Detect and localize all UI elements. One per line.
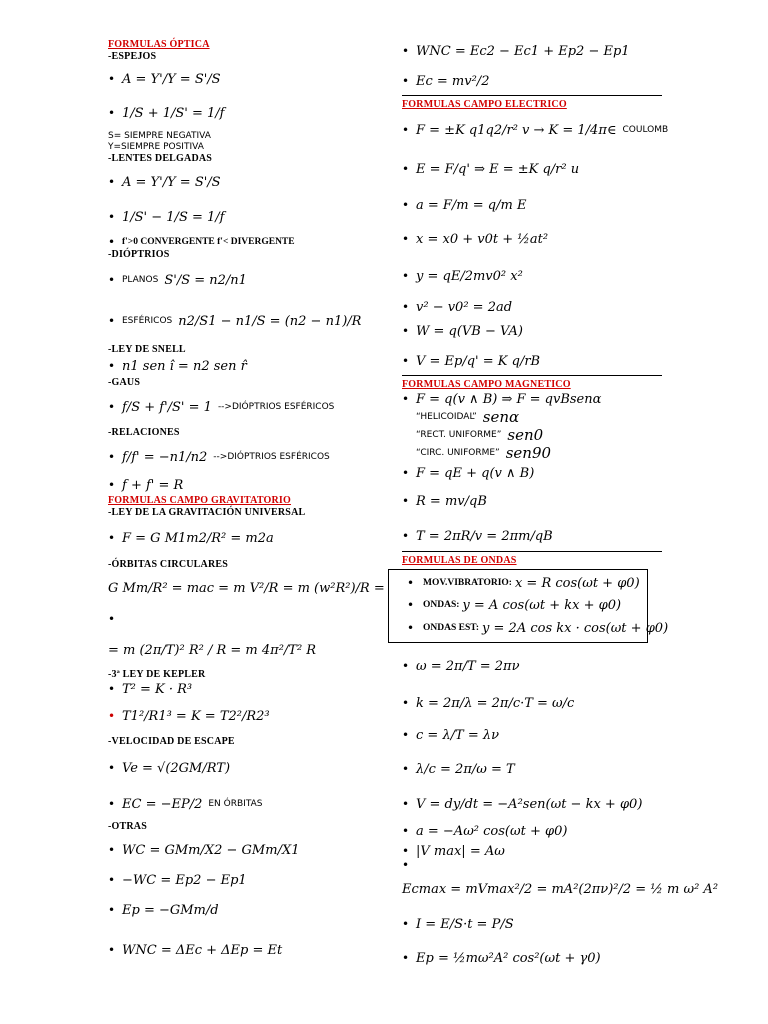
formula-text: = m (2π/T)² R² / R = m 4π²/T² R (108, 642, 317, 658)
heading-text: FORMULAS CAMPO GRAVITATORIO (108, 494, 292, 506)
bullet-icon: • (108, 943, 116, 957)
formula-text: sen90 (505, 444, 552, 462)
heading-text: FORMULAS CAMPO MAGNETICO (402, 378, 571, 390)
heading-text: -DIÓPTRIOS (108, 249, 170, 260)
bullet-icon: • (108, 761, 116, 775)
heading-text: -OTRAS (108, 820, 147, 832)
formula-line (402, 843, 660, 859)
formula-text: x = R cos(ωt + φ0) (514, 575, 640, 591)
oscillation-box (388, 569, 669, 643)
formula-line (402, 685, 660, 721)
section-heading (108, 376, 364, 388)
formula-line (108, 62, 364, 96)
formula-prefix: ONDAS EST: (423, 623, 480, 633)
section-heading (108, 249, 364, 260)
section-heading (108, 494, 364, 506)
bullet-icon: • (108, 797, 116, 811)
bullet-icon: • (402, 354, 410, 368)
formula-text: n1 sen î = n2 sen r̂ (122, 358, 247, 374)
formula-line (108, 438, 364, 476)
heading-text: -LEY DE SNELL (108, 343, 186, 355)
bullet-icon: • (402, 232, 410, 246)
formula-text: I = E/S·t = P/S (416, 916, 514, 932)
bullet-icon: • (402, 162, 410, 176)
bullet-icon: • (108, 273, 116, 287)
formula-text: F = G M1m2/R² = m2a (122, 530, 274, 546)
formula-line (402, 789, 660, 819)
formula-text: T1²/R1³ = K = T2²/R2³ (122, 708, 270, 724)
formula-line (402, 907, 660, 941)
formula-text: y = A cos(ωt + kx + φ0) (462, 597, 622, 613)
formula-text: F = q(v ∧ B) ⇒ F = qvBsenα (416, 391, 602, 407)
bullet-icon: • (402, 269, 410, 283)
formula-line (108, 748, 364, 788)
formula-line (402, 408, 660, 426)
divider (402, 95, 662, 96)
note-text: Y=SIEMPRE POSITIVA (108, 141, 204, 152)
formula-text: f/S + f'/S' = 1 (122, 399, 212, 415)
bullet-icon: • (108, 531, 116, 545)
bullet-icon: • (402, 494, 410, 508)
formula-text: W = q(VB − VA) (416, 323, 523, 339)
formula-text: x = x0 + v0t + ½at² (416, 231, 549, 247)
bullet-icon: • (108, 359, 116, 373)
bullet-icon: • (402, 44, 410, 58)
heading-text: -GAUS (108, 376, 141, 388)
formula-text: S'/S = n2/n1 (164, 272, 247, 288)
bullet-icon: • (407, 576, 415, 590)
bullet-icon: • (108, 478, 116, 492)
formula-text: −WC = Ep2 − Ep1 (122, 872, 247, 888)
formula-label: “HELICOIDAL” (416, 412, 477, 422)
formula-note: COULOMB (622, 125, 669, 135)
formula-line (108, 832, 364, 868)
section-heading (108, 558, 364, 570)
bullet-icon: • (402, 844, 410, 858)
formula-text: Ep = −GMm/d (122, 902, 219, 918)
bullet-icon: • (402, 917, 410, 931)
formula-text: Ep = ½mω²A² cos²(ωt + γ0) (416, 950, 601, 966)
bullet-icon: • (402, 529, 410, 543)
formula-note: -->DIÓPTRIOS ESFÉRICOS (217, 402, 335, 412)
note-text: f'>0 CONVERGENTE f'< DIVERGENTE (122, 237, 295, 247)
section-heading (108, 50, 364, 62)
bullet-icon: • (108, 314, 116, 328)
bullet-icon: • (402, 696, 410, 710)
bullet-icon: • (402, 123, 410, 137)
formula-line (402, 721, 660, 749)
formula-line (402, 484, 660, 518)
formula-text: y = 2A cos kx · cos(ωt + φ0) (482, 620, 669, 636)
formula-line (402, 64, 660, 98)
formula-line (108, 141, 364, 152)
formula-text: WNC = Ec2 − Ec1 + Ep2 − Ep1 (416, 43, 630, 59)
bullet-icon: • (108, 210, 116, 224)
bullet-icon: • (402, 728, 410, 742)
formula-text: WC = GMm/X2 − GMm/X1 (122, 842, 300, 858)
section-heading (108, 506, 364, 518)
formula-text: T = 2πR/v = 2πm/qB (416, 528, 553, 544)
section-heading (402, 554, 660, 566)
right-column (402, 38, 719, 975)
bullet-icon: • (108, 682, 116, 696)
formula-line (108, 680, 364, 698)
bullet-icon: • (108, 106, 116, 120)
bullet-icon: • (402, 858, 410, 872)
bullet-icon: • (402, 762, 410, 776)
heading-text: FORMULAS CAMPO ELECTRICO (402, 98, 567, 110)
formula-text: sen0 (507, 426, 544, 444)
bullet-icon: • (108, 873, 116, 887)
section-heading (108, 734, 364, 748)
section-heading (402, 378, 660, 390)
divider (402, 551, 662, 552)
formula-text: A = Y'/Y = S'/S (122, 174, 221, 190)
section-heading (108, 426, 364, 438)
formula-line (402, 859, 660, 871)
formula-text: G Mm/R² = mac = m V²/R = m (w²R²)/R = (108, 580, 385, 596)
formula-text: y = qE/2mv0² x² (416, 268, 523, 284)
formula-line (402, 444, 660, 462)
formula-line (402, 518, 660, 554)
bullet-icon: • (108, 709, 116, 723)
formula-text: f + f' = R (122, 477, 184, 493)
section-heading (108, 820, 364, 832)
formula-text: λ/c = 2π/ω = T (416, 761, 515, 777)
formula-line (108, 165, 364, 199)
bullet-icon: • (402, 466, 410, 480)
formula-line (108, 868, 364, 892)
formula-line (108, 199, 364, 235)
formula-line (108, 632, 364, 668)
formula-line (402, 344, 660, 378)
bullet-icon: • (407, 621, 415, 635)
formula-line (402, 871, 719, 907)
formula-line (108, 300, 364, 342)
formula-line (402, 390, 660, 408)
formula-line (402, 256, 660, 296)
formula-line (402, 110, 669, 150)
boxed-formula (403, 572, 647, 594)
formula-line (108, 698, 364, 734)
formula-line (108, 606, 364, 632)
formula-prefix: ONDAS: (423, 600, 460, 610)
bullet-icon: • (407, 598, 415, 612)
formula-line (402, 150, 660, 188)
bullet-icon: • (108, 175, 116, 189)
bullet-icon: • (402, 824, 410, 838)
section-heading (108, 38, 364, 50)
heading-text: -3ª LEY DE KEPLER (108, 668, 206, 680)
formula-line (402, 819, 660, 843)
formula-line (108, 518, 364, 558)
formula-line (108, 96, 364, 130)
formula-label: “RECT. UNIFORME” (416, 430, 502, 440)
formula-text: a = F/m = q/m E (416, 197, 527, 213)
bullet-icon: • (108, 612, 116, 626)
boxed-formula (403, 594, 647, 616)
formula-text: k = 2π/λ = 2π/c·T = ω/c (416, 695, 575, 711)
heading-text: -ESPEJOS (108, 50, 157, 62)
formula-text: Ve = √(2GM/RT) (122, 760, 231, 776)
formula-line (108, 892, 364, 928)
formula-line (402, 222, 660, 256)
formula-text: |V max| = Aω (416, 843, 505, 859)
heading-text: -LEY DE LA GRAVITACIÓN UNIVERSAL (108, 506, 306, 518)
formula-text: WNC = ΔEc + ΔEp = Et (122, 942, 283, 958)
section-heading (108, 668, 364, 680)
formula-line (402, 462, 660, 484)
heading-text: FORMULAS DE ONDAS (402, 554, 517, 566)
formula-text: 1/S + 1/S' = 1/f (122, 105, 225, 121)
bullet-icon: • (108, 843, 116, 857)
bullet-icon: • (108, 450, 116, 464)
formula-line (402, 188, 660, 222)
formula-line (402, 38, 660, 64)
boxed-formula (403, 616, 669, 640)
divider (402, 375, 662, 376)
formula-text: f/f' = −n1/n2 (122, 449, 208, 465)
formula-line (402, 941, 660, 975)
formula-line (402, 749, 660, 789)
note-text: S= SIEMPRE NEGATIVA (108, 130, 211, 141)
formula-text: A = Y'/Y = S'/S (122, 71, 221, 87)
heading-text: -VELOCIDAD DE ESCAPE (108, 735, 235, 747)
formula-prefix: MOV.VIBRATORIO: (423, 578, 512, 588)
formula-line (108, 476, 364, 494)
formula-text: F = ±K q1q2/r² v → K = 1/4π∈ (416, 122, 617, 138)
formula-line (108, 130, 364, 141)
bullet-icon: • (402, 951, 410, 965)
formula-text: Ecmax = mVmax²/2 = mA²(2πν)²/2 = ½ m ω² A² (402, 881, 719, 897)
formula-text: F = qE + q(v ∧ B) (416, 465, 535, 481)
formula-text: T² = K · R³ (122, 681, 193, 697)
bullet-icon: • (108, 72, 116, 86)
formula-line (402, 426, 660, 444)
formula-text: E = F/q' ⇒ E = ±K q/r² u (416, 161, 580, 177)
formula-text: n2/S1 − n1/S = (n2 − n1)/R (178, 313, 362, 329)
formula-note: -->DIÓPTRIOS ESFÉRICOS (213, 452, 330, 462)
formula-line (108, 260, 364, 300)
formula-label: ESFÉRICOS (122, 316, 173, 326)
bullet-icon: • (108, 903, 116, 917)
formula-text: a = −Aω² cos(ωt + φ0) (416, 823, 568, 839)
formula-line (108, 940, 364, 960)
bullet-icon: • (402, 659, 410, 673)
formula-line (402, 296, 660, 318)
bullet-icon: • (108, 235, 116, 249)
heading-text: -RELACIONES (108, 426, 180, 438)
formula-text: c = λ/T = λν (416, 727, 500, 743)
heading-text: FORMULAS ÓPTICA (108, 38, 210, 50)
formula-line (402, 647, 660, 685)
formula-line (402, 318, 660, 344)
formula-text: Ec = mv²/2 (416, 73, 490, 89)
formula-label: “CIRC. UNIFORME” (416, 448, 500, 458)
section-heading (402, 98, 660, 110)
formula-text: V = dy/dt = −A²sen(ωt − kx + φ0) (416, 796, 643, 812)
formula-text: ω = 2π/T = 2πν (416, 658, 520, 674)
bullet-icon: • (108, 400, 116, 414)
formula-text: v² − v0² = 2ad (416, 299, 513, 315)
heading-text: -LENTES DELGADAS (108, 153, 213, 164)
bullet-icon: • (402, 392, 410, 406)
formula-line (108, 235, 364, 249)
formula-line (108, 570, 385, 606)
bullet-icon: • (402, 797, 410, 811)
formula-note: EN ÓRBITAS (208, 799, 263, 809)
formula-line (108, 356, 364, 376)
heading-text: -ÓRBITAS CIRCULARES (108, 558, 229, 570)
left-column (108, 38, 385, 960)
bullet-icon: • (402, 198, 410, 212)
section-heading (108, 342, 364, 356)
formula-label: PLANOS (122, 275, 159, 285)
formula-line (108, 788, 364, 820)
formula-text: R = mv/qB (416, 493, 487, 509)
formula-text: 1/S' − 1/S = 1/f (122, 209, 225, 225)
bullet-icon: • (402, 74, 410, 88)
formula-text: EC = −EP/2 (122, 796, 203, 812)
formula-line (108, 388, 364, 426)
bullet-icon: • (402, 300, 410, 314)
formula-text: V = Ep/q' = K q/rB (416, 353, 541, 369)
formula-text: senα (482, 408, 520, 426)
bullet-icon: • (402, 324, 410, 338)
section-heading (108, 152, 364, 165)
formula-line (108, 928, 364, 940)
